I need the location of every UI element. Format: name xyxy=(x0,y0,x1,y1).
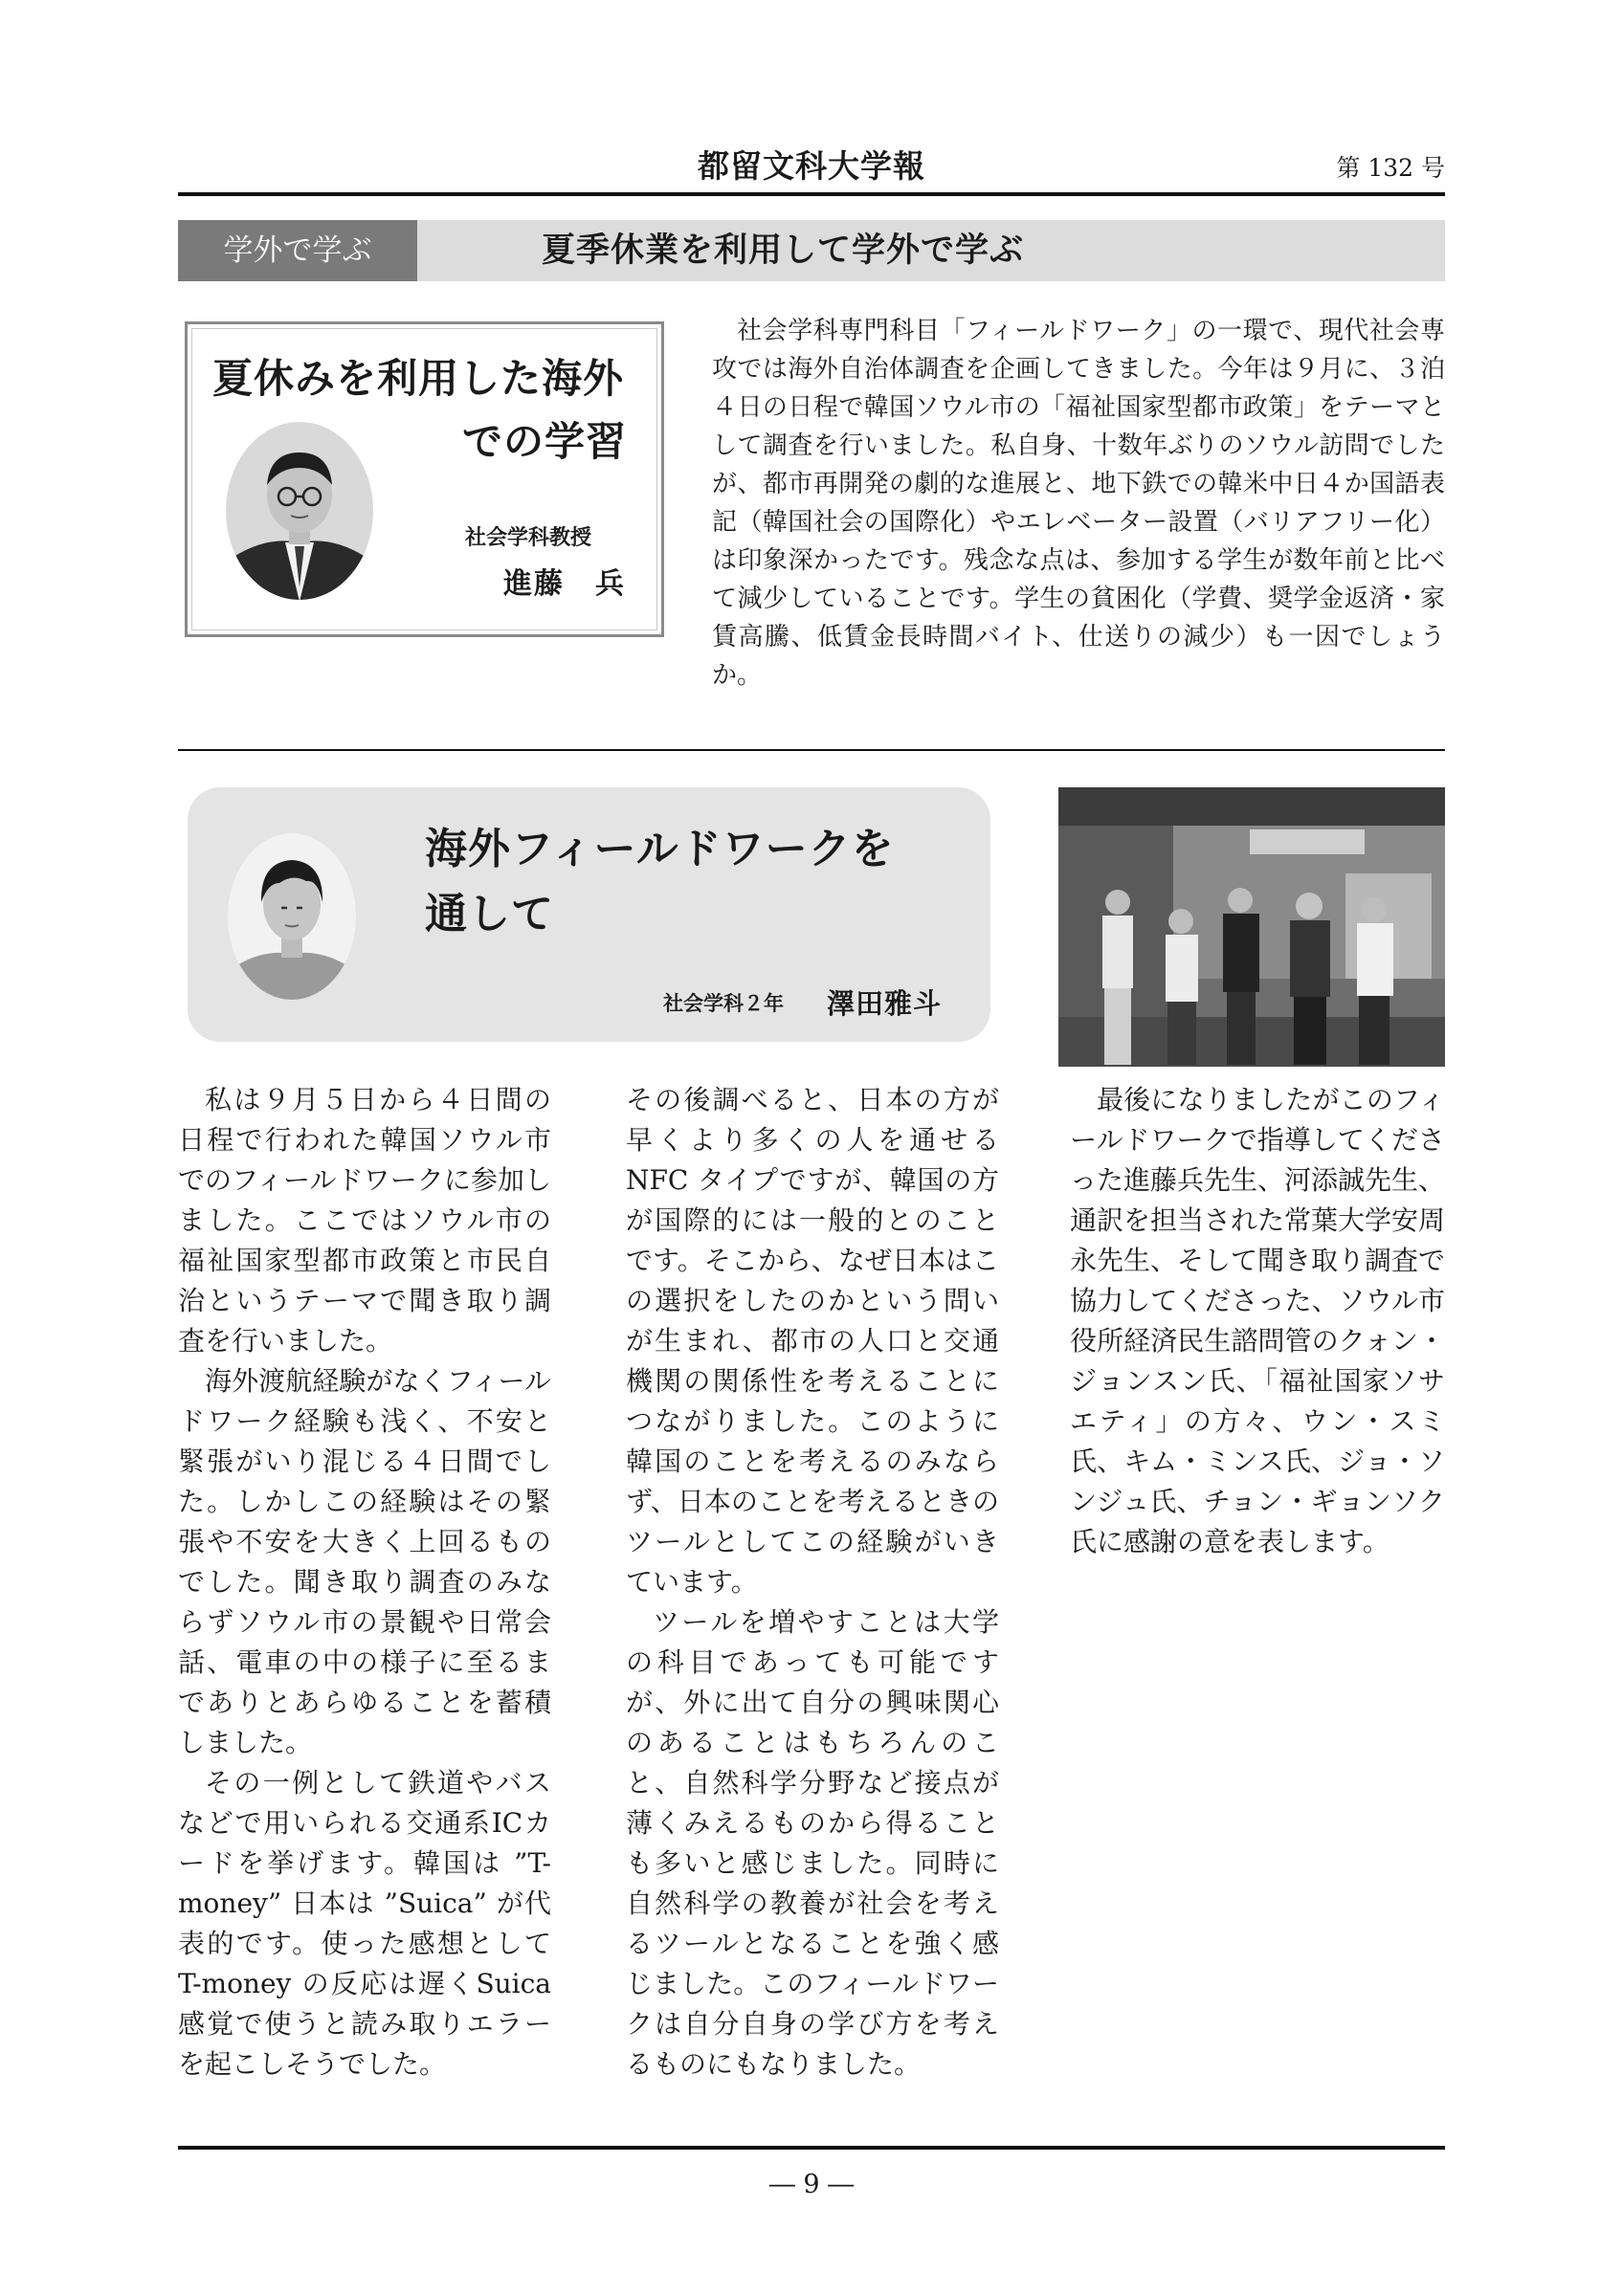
page-number: ― 9 ― xyxy=(768,2170,855,2199)
article1-title-line1: 夏休みを利用した海外 xyxy=(212,355,625,402)
professor-title-box xyxy=(185,321,664,637)
article2-column-3 xyxy=(1070,1080,1445,1562)
article2-paragraph: 私は９月５日から４日間の日程で行われた韓国ソウル市でのフィールドワークに参加しました。ここではソウル市の福祉国家型都市政策と市民自治というテーマで聞き取り調査を行いました。 xyxy=(178,1084,551,1357)
publication-title: 都留文科大学報 xyxy=(698,147,925,185)
article2-column-1 xyxy=(178,1080,551,2085)
student-title-box xyxy=(188,787,990,1042)
article2-paragraph: その一例として鉄道やバスなどで用いられる交通系ICカードを挙げます。韓国は ”T-money” 日本は ”Suica” が代表的です。使った感想として T-money の反応は遅くSuica 感覚で使うと読み取りエラーを起こしそうでした。 xyxy=(178,1767,551,2080)
group-photo xyxy=(1058,787,1445,1067)
article2-author-role: 社会学科２年 xyxy=(663,992,784,1015)
section-title: 夏季休業を利用して学外で学ぶ xyxy=(542,232,1025,270)
article2-title-line1: 海外フィールドワークを xyxy=(425,825,895,873)
article2-title-line2: 通して xyxy=(425,890,554,938)
article1-author-role: 社会学科教授 xyxy=(465,526,592,550)
student-photo xyxy=(226,831,358,1002)
section-header xyxy=(178,220,1445,281)
issue-number: 第 132 号 xyxy=(1336,154,1445,182)
article2-paragraph: ツールを増やすことは大学の科目であっても可能ですが、外に出て自分の興味関心のあることはもちろんのこと、自然科学分野など接点が薄くみえるものから得ることも多いと感じました。同時に自然科学の教養が社会を考えるツールとなることを強く感じました。このフィールドワークは自分自身の学び方を考えるものにもなりました。 xyxy=(626,1606,999,2080)
header-rule xyxy=(178,192,1445,196)
article2-author-name: 澤田雅斗 xyxy=(827,987,943,1020)
article1-author-name: 進藤 兵 xyxy=(503,567,626,601)
section-tag: 学外で学ぶ xyxy=(178,220,417,281)
article1-paragraph: 社会学科専門科目「フィールドワーク」の一環で、現代社会専攻では海外自治体調査を企画してきました。今年は９月に、３泊４日の日程で韓国ソウル市の「福祉国家型都市政策」をテーマとして調査を行いました。私自身、十数年ぶりのソウル訪問でしたが、都市再開発の劇的な進展と、地下鉄での韓米中日４か国語表記（韓国社会の国際化）やエレベーター設置（バリアフリー化）は印象深かったです。残念な点は、参加する学生が数年前と比べて減少していることです。学生の貧困化（学費、奨学金返済・家賃高騰、低賃金長時間バイト、仕送りの減少）も一因でしょうか。 xyxy=(712,317,1445,690)
article1-title-line2: での学習 xyxy=(461,418,627,465)
article2-paragraph-continued: その後調べると、日本の方が早くより多くの人を通せるNFC タイプですが、韓国の方が国際的には一般的とのことです。そこから、なぜ日本はこの選択をしたのかという問いが生まれ、都市の人口と交通機関の関係性を考えることにつながりました。このように韓国のことを考えるのみならず、日本のことを考えるときのツールとしてこの経験がいきています。 xyxy=(626,1084,999,1598)
footer-rule xyxy=(178,2146,1445,2150)
article2-column-2 xyxy=(626,1080,999,2085)
section-divider xyxy=(178,749,1445,751)
professor-photo xyxy=(224,420,375,602)
article1-body xyxy=(712,312,1445,695)
article2-paragraph: 海外渡航経験がなくフィールドワーク経験も浅く、不安と緊張がいり混じる４日間でした。しかしこの経験はその緊張や不安を大きく上回るものでした。聞き取り調査のみならずソウル市の景観や日常会話、電車の中の様子に至るまでありとあらゆることを蓄積しました。 xyxy=(178,1365,551,1758)
article2-paragraph: 最後になりましたがこのフィールドワークで指導してくださった進藤兵先生、河添誠先生、通訳を担当された常葉大学安周永先生、そして聞き取り調査で協力してくださった、ソウル市役所経済民生諮問管のクォン・ジョンスン氏、「福祉国家ソサエティ」の方々、ウン・スミ氏、キム・ミンス氏、ジョ・ソンジュ氏、チョン・ギョンソク氏に感謝の意を表します。 xyxy=(1070,1084,1446,1557)
